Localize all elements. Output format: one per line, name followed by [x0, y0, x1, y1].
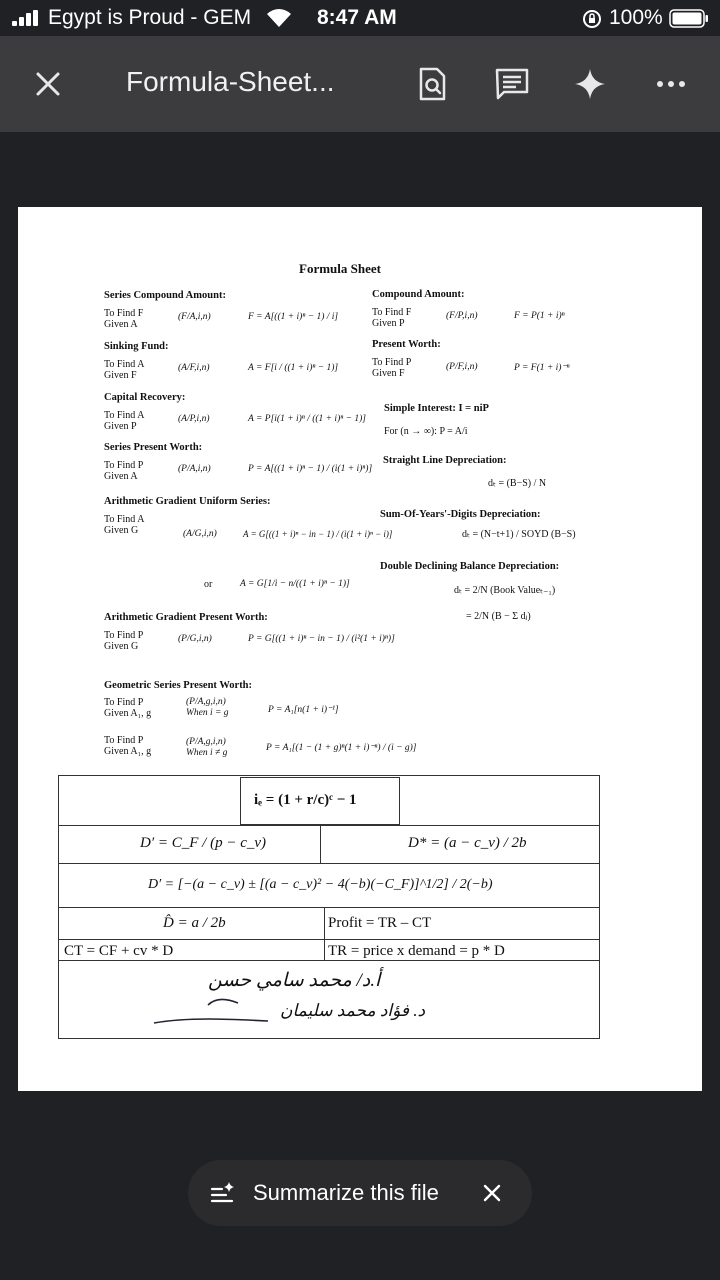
- battery-icon: [669, 9, 709, 28]
- signature-name-2: د. فؤاد محمد سليمان: [280, 1001, 426, 1020]
- profit-formula: Profit = TR – CT: [328, 915, 432, 931]
- factor: (P/A,i,n): [178, 464, 211, 474]
- find-label: To Find A: [104, 410, 145, 421]
- find-label: To Find P: [104, 697, 144, 708]
- find-label: To Find P: [104, 735, 144, 746]
- file-title: Formula-Sheet...: [126, 66, 335, 97]
- tr-formula: TR = price x demand = p * D: [328, 943, 505, 959]
- summarize-bar[interactable]: [188, 1160, 532, 1226]
- formula: F = A[((1 + i)ⁿ − 1) / i]: [248, 312, 339, 322]
- limit-formula: For (n → ∞): P = A/i: [384, 426, 468, 437]
- section-heading: Present Worth:: [372, 339, 441, 350]
- ddb-heading: Double Declining Balance Depreciation:: [380, 561, 560, 572]
- simple-interest: Simple Interest: I = niP: [384, 403, 489, 414]
- condition: When i = g: [186, 708, 229, 718]
- close-button[interactable]: [30, 66, 66, 102]
- find-label: To Find F: [104, 308, 144, 319]
- dprime-quadratic: D′ = [−(a − c_v) ± [(a − c_v)² − 4(−b)(−C_F)]^1/2] / 2(−b): [148, 877, 493, 892]
- app-bar: [0, 36, 720, 132]
- given-label: Given G: [104, 525, 139, 536]
- or-formula: A = G[1/i − n/((1 + i)ⁿ − 1)]: [240, 579, 350, 589]
- given-label: Given P: [104, 421, 137, 432]
- status-time: 8:47 AM: [317, 6, 397, 29]
- comment-icon[interactable]: [494, 66, 530, 102]
- ddb-formula-2: = 2/N (B − Σ dⱼ): [466, 611, 531, 622]
- table-divider: [58, 825, 600, 826]
- formula: F = P(1 + i)ⁿ: [514, 311, 565, 321]
- find-label: To Find P: [104, 460, 144, 471]
- given-label: Given A₁, g: [104, 708, 152, 719]
- formula: P = A₁[n(1 + i)⁻¹]: [268, 705, 339, 715]
- status-bar: [0, 0, 720, 36]
- wifi-icon: [266, 8, 292, 28]
- given-label: Given P: [372, 318, 405, 329]
- given-label: Given A₁, g: [104, 746, 152, 757]
- factor: (A/G,i,n): [183, 529, 217, 539]
- find-label: To Find P: [104, 630, 144, 641]
- soyd-heading: Sum-Of-Years'-Digits Depreciation:: [380, 509, 541, 520]
- section-heading: Arithmetic Gradient Present Worth:: [104, 612, 268, 623]
- dstar-formula: D* = (a − c_v) / 2b: [408, 835, 527, 851]
- formula: A = F[i / ((1 + i)ⁿ − 1)]: [248, 363, 339, 373]
- or-label: or: [204, 579, 213, 590]
- more-options-icon[interactable]: [654, 66, 690, 102]
- factor: (P/G,i,n): [178, 634, 212, 644]
- formula: P = F(1 + i)⁻ⁿ: [514, 363, 570, 373]
- sparkle-icon[interactable]: [572, 66, 608, 102]
- given-label: Given F: [372, 368, 405, 379]
- ct-formula: CT = CF + cv * D: [64, 943, 174, 959]
- table-divider: [320, 825, 321, 863]
- formula: A = P[i(1 + i)ⁿ / ((1 + i)ⁿ − 1)]: [248, 414, 366, 424]
- section-heading: Capital Recovery:: [104, 392, 186, 403]
- document-page[interactable]: [18, 207, 702, 1091]
- signature-name-1: أ.د/ محمد سامي حسن: [208, 970, 381, 991]
- section-heading: Sinking Fund:: [104, 341, 169, 352]
- table-divider: [58, 939, 600, 940]
- dismiss-summarize-icon[interactable]: [480, 1181, 504, 1205]
- section-heading: Series Compound Amount:: [104, 290, 226, 301]
- soyd-formula: dₜ = (N−t+1) / SOYD (B−S): [462, 529, 576, 540]
- factor: (P/F,i,n): [446, 362, 478, 372]
- find-label: To Find P: [372, 357, 412, 368]
- factor: (F/P,i,n): [446, 311, 478, 321]
- signal-icon: [12, 10, 42, 26]
- given-label: Given F: [104, 370, 137, 381]
- factor: (F/A,i,n): [178, 312, 211, 322]
- doc-title: Formula Sheet: [299, 261, 381, 276]
- condition: When i ≠ g: [186, 748, 228, 758]
- handwritten-signature: [148, 975, 448, 1035]
- doc-search-icon[interactable]: [414, 66, 450, 102]
- effective-rate-formula: iₑ = (1 + r/c)ᶜ − 1: [254, 792, 357, 808]
- formula: P = G[((1 + i)ⁿ − in − 1) / (i²(1 + i)ⁿ)]: [248, 634, 395, 644]
- section-heading: Geometric Series Present Worth:: [104, 680, 253, 691]
- rotation-lock-icon: [582, 9, 602, 29]
- given-label: Given G: [104, 641, 139, 652]
- formula: P = A[((1 + i)ⁿ − 1) / (i(1 + i)ⁿ)]: [248, 464, 373, 474]
- formula: A = G[((1 + i)ⁿ − in − 1) / (i(1 + i)ⁿ − i)]: [243, 529, 393, 539]
- factor: (A/P,i,n): [178, 414, 210, 424]
- table-divider: [324, 907, 325, 961]
- section-heading: Arithmetic Gradient Uniform Series:: [104, 496, 271, 507]
- summarize-sparkle-list-icon: [210, 1181, 236, 1207]
- carrier-name: Egypt is Proud - GEM: [48, 6, 252, 29]
- battery-percent: 100%: [609, 6, 663, 29]
- factor: (P/A,g,i,n): [186, 697, 226, 707]
- sld-heading: Straight Line Depreciation:: [383, 455, 507, 466]
- section-heading: Series Present Worth:: [104, 442, 203, 453]
- table-divider: [58, 907, 600, 908]
- find-label: To Find A: [104, 359, 145, 370]
- find-label: To Find A: [104, 514, 145, 525]
- summarize-button[interactable]: Summarize this file: [253, 1180, 439, 1205]
- factor: (A/F,i,n): [178, 363, 210, 373]
- given-label: Given A: [104, 471, 138, 482]
- dhat-formula: D̂ = a / 2b: [163, 915, 226, 931]
- dprime-formula: D′ = C_F / (p − c_v): [140, 835, 266, 851]
- section-heading: Compound Amount:: [372, 289, 465, 300]
- factor: (P/A,g,i,n): [186, 737, 226, 747]
- given-label: Given A: [104, 319, 138, 330]
- sld-formula: dₜ = (B−S) / N: [488, 478, 547, 489]
- find-label: To Find F: [372, 307, 412, 318]
- formula: P = A₁[(1 − (1 + g)ⁿ(1 + i)⁻ⁿ) / (i − g)]: [266, 743, 417, 753]
- ddb-formula-1: dₜ = 2/N (Book Valueₜ₋₁): [454, 585, 556, 596]
- table-divider: [58, 863, 600, 864]
